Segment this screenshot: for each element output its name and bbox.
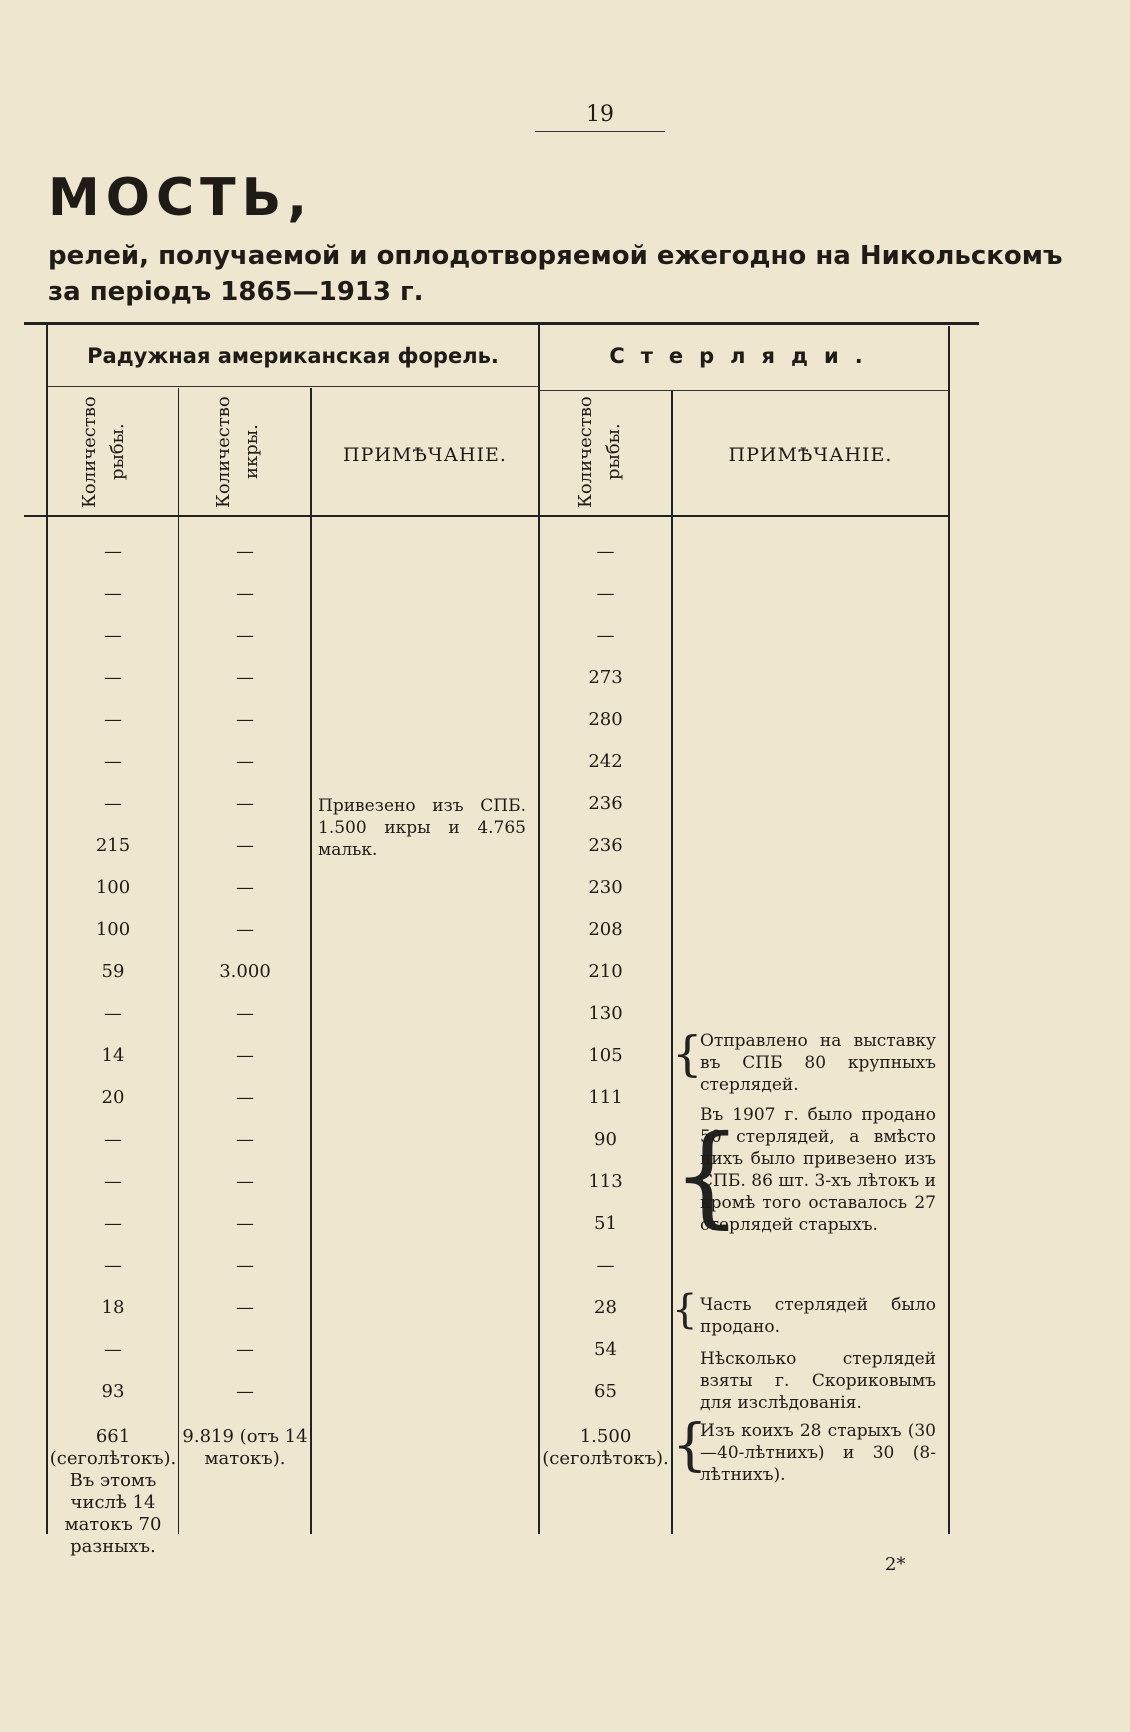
- table-cell-eggs: —: [236, 709, 254, 730]
- table-cell-st: —: [596, 625, 615, 646]
- table-cell-eggs: —: [236, 1213, 254, 1234]
- table-cell-st: 54: [594, 1339, 617, 1360]
- table-cell-eggs: —: [236, 1171, 254, 1192]
- table-cell-st: 210: [588, 961, 623, 982]
- page-number: 19: [535, 102, 665, 132]
- table-cell-eggs: —: [236, 1087, 254, 1108]
- page-title: МОСТЬ,: [48, 168, 313, 228]
- total-trout-eggs: 9.819 (отъ 14 матокъ).: [182, 1426, 308, 1469]
- table-cell-st: 113: [588, 1171, 623, 1192]
- table-cell-fish: —: [104, 1255, 122, 1276]
- table-cell-st: 28: [594, 1297, 617, 1318]
- table-cell-st: 105: [588, 1045, 623, 1066]
- brace-note-3: {: [672, 1287, 698, 1333]
- table-cell-fish: —: [104, 1003, 122, 1024]
- table-top-rule: [24, 322, 979, 325]
- header-qty-word: Количество: [575, 396, 596, 508]
- table-cell-st: —: [596, 1255, 615, 1276]
- table-cell-eggs: —: [236, 1339, 254, 1360]
- table-cell-fish: —: [104, 541, 122, 562]
- table-cell-eggs: —: [236, 1003, 254, 1024]
- table-cell-fish: —: [104, 583, 122, 604]
- trout-note: Привезено изъ СПБ. 1.500 икры и 4.765 мальк.: [318, 796, 526, 860]
- subtitle-line-1: релей, получаемой и оплодотворяемой ежегодно на Никольскомъ: [48, 241, 1063, 271]
- table-cell-eggs: —: [236, 793, 254, 814]
- table-cell-st: 208: [588, 919, 623, 940]
- table-cell-eggs: —: [236, 583, 254, 604]
- table-cell-eggs: —: [236, 625, 254, 646]
- table-cell-fish: —: [104, 1129, 122, 1150]
- table-cell-fish: 100: [95, 919, 131, 940]
- header-trout-fish-qty: [76, 392, 132, 512]
- table-cell-fish: —: [104, 709, 122, 730]
- col-rule-1: [178, 388, 179, 1534]
- table-cell-st: 273: [588, 667, 623, 688]
- table-cell-fish: 215: [95, 835, 131, 856]
- table-cell-eggs: —: [236, 541, 254, 562]
- table-cell-st: 51: [594, 1213, 617, 1234]
- header-trout-eggs-qty: [210, 392, 266, 512]
- table-cell-fish: —: [104, 667, 122, 688]
- header-fish-word: рыбы.: [107, 423, 128, 481]
- table-cell-eggs: —: [236, 919, 254, 940]
- table-cell-eggs: —: [236, 835, 254, 856]
- brace-note-2: {: [672, 1111, 742, 1239]
- col-rule-4: [671, 390, 673, 1534]
- header-sterlet-qty: [572, 392, 628, 512]
- header-fish-word: рыбы.: [603, 423, 624, 481]
- table-cell-eggs: 3.000: [219, 961, 271, 982]
- table-cell-fish: —: [104, 751, 122, 772]
- table-cell-st: 65: [594, 1381, 617, 1402]
- table-cell-fish: —: [104, 1339, 122, 1360]
- sterlet-note-2: Въ 1907 г. было продано 50 стерлядей, а вмѣсто нихъ было привезено изъ СПБ. 86 шт. 3-хъ лѣтокъ и кромѣ того оставалось 27 стерлядей старыхъ.: [700, 1105, 936, 1235]
- table-cell-st: 130: [588, 1003, 623, 1024]
- header-sterlet: Стерляди.: [609, 344, 879, 368]
- table-cell-eggs: —: [236, 1129, 254, 1150]
- table-cell-st: 230: [588, 877, 623, 898]
- table-cell-fish: 14: [101, 1045, 125, 1066]
- table-cell-st: 280: [588, 709, 623, 730]
- table-cell-fish: —: [104, 1213, 122, 1234]
- trout-group-rule: [46, 386, 538, 387]
- table-cell-st: 111: [588, 1087, 623, 1108]
- table-cell-fish: —: [104, 1171, 122, 1192]
- table-cell-eggs: —: [236, 877, 254, 898]
- table-cell-eggs: —: [236, 1297, 254, 1318]
- header-qty-word: Количество: [213, 396, 234, 508]
- table-cell-eggs: —: [236, 667, 254, 688]
- header-trout: Радужная американская форель.: [87, 344, 499, 368]
- brace-note-5: {: [672, 1413, 708, 1478]
- brace-note-1: {: [672, 1026, 703, 1082]
- subtitle-line-2: за періодъ 1865—1913 г.: [48, 277, 424, 307]
- total-sterlet: 1.500 (сеголѣтокъ).: [542, 1426, 669, 1469]
- table-cell-eggs: —: [236, 1045, 254, 1066]
- table-header-rule: [24, 515, 949, 517]
- sterlet-note-5: Изъ коихъ 28 старыхъ (30—40-лѣтнихъ) и 30 (8-лѣтнихъ).: [700, 1421, 936, 1485]
- table-cell-fish: 59: [101, 961, 125, 982]
- header-eggs-word: икры.: [241, 424, 262, 480]
- table-cell-st: 90: [594, 1129, 617, 1150]
- sterlet-group-rule: [540, 390, 948, 391]
- table-cell-eggs: —: [236, 751, 254, 772]
- header-sterlet-note: ПРИМѢЧАНІЕ.: [728, 444, 893, 466]
- table-cell-eggs: —: [236, 1381, 254, 1402]
- table-cell-st: 236: [588, 793, 623, 814]
- table-cell-fish: 18: [101, 1297, 125, 1318]
- page-subtitle: [48, 238, 1063, 310]
- table-cell-st: 242: [588, 751, 623, 772]
- sterlet-note-4: Нѣсколько стерлядей взяты г. Скориковымъ для изслѣдованія.: [700, 1349, 936, 1413]
- sterlet-note-3: Часть стерлядей было продано.: [700, 1295, 936, 1337]
- sterlet-note-1: Отправлено на выставку въ СПБ 80 крупныхъ стерлядей.: [700, 1031, 936, 1095]
- col-rule-right: [948, 326, 950, 1534]
- table-cell-eggs: —: [236, 1255, 254, 1276]
- table-cell-st: —: [596, 541, 615, 562]
- header-qty-word: Количество: [79, 396, 100, 508]
- table-cell-fish: —: [104, 793, 122, 814]
- total-trout-fish: 661 (сеголѣтокъ). Въ этомъ числѣ 14 матокъ 70 разныхъ.: [49, 1426, 177, 1557]
- header-trout-note: ПРИМѢЧАНІЕ.: [343, 444, 507, 466]
- table-cell-fish: 93: [101, 1381, 125, 1402]
- table-cell-fish: —: [104, 625, 122, 646]
- table-cell-fish: 100: [95, 877, 131, 898]
- table-cell-fish: 20: [101, 1087, 125, 1108]
- table-cell-st: 236: [588, 835, 623, 856]
- footer-signature-mark: 2*: [885, 1554, 906, 1575]
- col-rule-2: [310, 388, 312, 1534]
- table-cell-st: —: [596, 583, 615, 604]
